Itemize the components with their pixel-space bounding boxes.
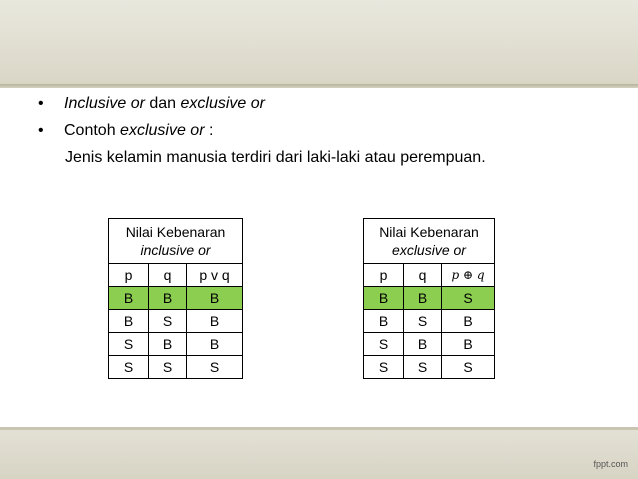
example-sentence: Jenis kelamin manusia terdiri dari laki-laki atau perempuan. — [65, 149, 486, 166]
table-row: B S B — [109, 310, 243, 333]
table-row: S S S — [364, 356, 495, 379]
table-row: B S B — [364, 310, 495, 333]
bullet-item-1: • Inclusive or dan exclusive or — [38, 95, 265, 112]
header-divider — [0, 84, 638, 88]
xor-symbol-label: p ⊕ q — [442, 264, 495, 287]
bullet-item-2: • Contoh exclusive or : — [38, 122, 214, 139]
column-header-row: p q p v q — [109, 264, 243, 287]
brand-label[interactable]: fppt.com — [593, 459, 628, 469]
header-band — [0, 0, 638, 84]
column-header-row: p q p ⊕ q — [364, 264, 495, 287]
table-header: Nilai Kebenaran exclusive or — [364, 219, 495, 264]
footer-band — [0, 430, 638, 479]
table-row: S B B — [364, 333, 495, 356]
bullet-list — [30, 90, 630, 144]
table-row: S S S — [109, 356, 243, 379]
truth-table-exclusive — [363, 218, 495, 379]
table-row: B B B — [109, 287, 243, 310]
truth-table-inclusive — [108, 218, 243, 379]
table-row: B B S — [364, 287, 495, 310]
table-row: S B B — [109, 333, 243, 356]
table-header: Nilai Kebenaran inclusive or — [109, 219, 243, 264]
